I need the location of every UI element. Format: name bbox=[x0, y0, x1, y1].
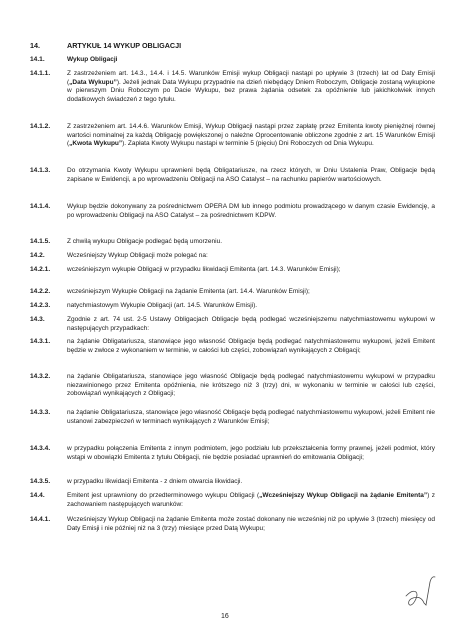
section-14-3-1 bbox=[30, 338, 435, 355]
section-number: 14.4. bbox=[30, 492, 45, 499]
section-14-3 bbox=[30, 316, 435, 333]
section-number: 14.2.2. bbox=[30, 288, 51, 295]
section-text: Wcześniejszy Wykup Obligacji może polegać na: bbox=[67, 252, 208, 259]
section-number: 14.2. bbox=[30, 252, 45, 259]
article-number: 14. bbox=[30, 41, 40, 50]
section-text: Z zastrzeżeniem art. 14.3., 14.4. i 14.5. Warunków Emisji wykup Obligacji nastąpi po upływie 3 (trzech) lat od Daty Emisji („Data Wykupu”). Jeżeli jednak Data Wykupu przypadnie na dzień niebędący Dniem Roboczym, Obligacje zostaną wykupione w pierwszym Dniu Roboczym po Dacie Wykupu, bez prawa żądania odsetek za opóźnienie lub jakichkolwiek innych dodatkowych świadczeń z tego tytułu. bbox=[67, 70, 435, 103]
section-text: natychmiastowym Wykupie Obligacji (art. 14.5. Warunków Emisji). bbox=[67, 302, 258, 309]
section-number: 14.1.2. bbox=[30, 123, 51, 130]
section-14-1-4 bbox=[30, 203, 435, 220]
section-14-1 bbox=[30, 56, 435, 65]
section-number: 14.3.5. bbox=[30, 478, 51, 485]
section-14-2 bbox=[30, 252, 435, 261]
section-text: Wykup będzie dokonywany za pośrednictwem OPERA DM lub innego podmiotu prowadzącego w danym czasie Ewidencję, a po wprowadzeniu Obligacji na ASO Catalyst – za pośrednictwem KDPW. bbox=[67, 203, 435, 219]
section-number: 14.3.2. bbox=[30, 373, 51, 380]
section-number: 14.1.3. bbox=[30, 167, 51, 174]
section-number: 14.3.1. bbox=[30, 338, 51, 345]
section-14-1-5 bbox=[30, 238, 435, 247]
section-14-3-3 bbox=[30, 409, 435, 426]
section-text: wcześniejszym Wykupie Obligacji na żądanie Emitenta (art. 14.4. Warunków Emisji); bbox=[67, 288, 310, 295]
section-number: 14.2.1. bbox=[30, 266, 51, 273]
section-number: 14.4.1. bbox=[30, 516, 51, 523]
section-14-2-2 bbox=[30, 288, 435, 297]
section-number: 14.1.1. bbox=[30, 70, 51, 77]
section-number: 14.1. bbox=[30, 56, 45, 63]
article-heading bbox=[30, 42, 435, 51]
section-text: na żądanie Obligatariusza, stanowiące jego własność Obligacje będą podlegać natychmiastowemu wykupowi, jeżeli Emitent nie ustanowi zabezpieczeń w terminach wynikających z Warunków Emisji; bbox=[67, 409, 435, 425]
section-text: na żądanie Obligatariusza, stanowiące jego własność Obligacje będą podlegać natychmiastowemu wykupowi w przypadku niezawinionego przez Emitenta opóźnienia, nie krótszego niż 3 (trzy) dni, w wykonaniu w terminie w całości lub części, zobowiązań wynikających z Obligacji; bbox=[67, 373, 435, 398]
section-text: Emitent jest uprawniony do przedterminowego wykupu Obligacji („Wcześniejszy Wykup Obligacji na żądanie Emitenta”) z zachowaniem następujących warunków: bbox=[67, 492, 435, 508]
section-14-1-2 bbox=[30, 123, 435, 149]
section-number: 14.3. bbox=[30, 316, 45, 323]
section-text: Z zastrzeżeniem art. 14.4.6. Warunków Emisji, Wykup Obligacji nastąpi przez zapłatę przez Emitenta kwoty pieniężnej równej wartości nominalnej za każdą Obligację powiększonej o należne Oprocentowanie obliczone zgodnie z art. 15 Warunków Emisji („Kwota Wykupu”). Zapłata Kwoty Wykupu nastąpi w terminie 5 (pięciu) Dni Roboczych od Dnia Wykupu. bbox=[67, 123, 435, 148]
section-14-3-4 bbox=[30, 445, 435, 462]
section-number: 14.3.3. bbox=[30, 409, 51, 416]
section-number: 14.1.4. bbox=[30, 203, 51, 210]
section-text: Wykup Obligacji bbox=[67, 56, 118, 63]
section-14-4-1 bbox=[30, 516, 435, 533]
section-14-3-5 bbox=[30, 478, 435, 487]
section-14-2-1 bbox=[30, 266, 435, 275]
page-number: 16 bbox=[221, 613, 229, 620]
section-text: Z chwilą wykupu Obligacje podlegać będą umorzeniu. bbox=[67, 238, 223, 245]
section-text: Do otrzymania Kwoty Wykupu uprawnieni będą Obligatariusze, na rzecz których, w Dniu Ustalenia Praw, Obligacje będą zapisane w Ewidencji, a po wprowadzeniu Obligacji na ASO Catalyst – na rachunku papierów wartościowych. bbox=[67, 167, 435, 183]
section-14-4 bbox=[30, 492, 435, 509]
section-text: Zgodnie z art. 74 ust. 2-5 Ustawy Obligacjach Obligacje będą podlegać wcześniejszemu natychmiastowemu wykupowi w następujących przypadkach: bbox=[67, 316, 435, 332]
section-14-3-2 bbox=[30, 373, 435, 399]
section-text: wcześniejszym wykupie Obligacji w przypadku likwidacji Emitenta (art. 14.3. Warunków Emisji); bbox=[67, 266, 341, 273]
section-text: Wcześniejszy Wykup Obligacji na żądanie Emitenta może zostać dokonany nie wcześniej niż po upływie 3 (trzech) miesięcy od Daty Emisji i nie później niż na 3 (trzy) miesiące przed Datą Wykupu; bbox=[67, 516, 435, 532]
section-text: w przypadku likwidacji Emitenta - z dniem otwarcia likwidacji. bbox=[67, 478, 243, 485]
section-text: na żądanie Obligatariusza, stanowiące jego własność Obligacje będą podlegać natychmiastowemu wykupowi, jeżeli Emitent będzie w zwłoce z wykonaniem w terminie, w całości lub części, zobowiązań wynikających z Obligacji; bbox=[67, 338, 435, 354]
section-14-1-1 bbox=[30, 70, 435, 104]
section-text: w przypadku połączenia Emitenta z innym podmiotem, jego podziału lub przekształcenia formy prawnej, jeżeli podmiot, który wstąpi w obowiązki Emitenta z tytułu Obligacji, nie będzie posiadać uprawnień do emitowania Obligacji; bbox=[67, 445, 435, 461]
article-title: ARTYKUŁ 14 WYKUP OBLIGACJI bbox=[67, 41, 182, 50]
section-number: 14.2.3. bbox=[30, 302, 51, 309]
section-14-1-3 bbox=[30, 167, 435, 184]
section-14-2-3 bbox=[30, 302, 435, 311]
handwritten-signature bbox=[404, 574, 440, 608]
section-number: 14.3.4. bbox=[30, 445, 51, 452]
section-number: 14.1.5. bbox=[30, 238, 51, 245]
